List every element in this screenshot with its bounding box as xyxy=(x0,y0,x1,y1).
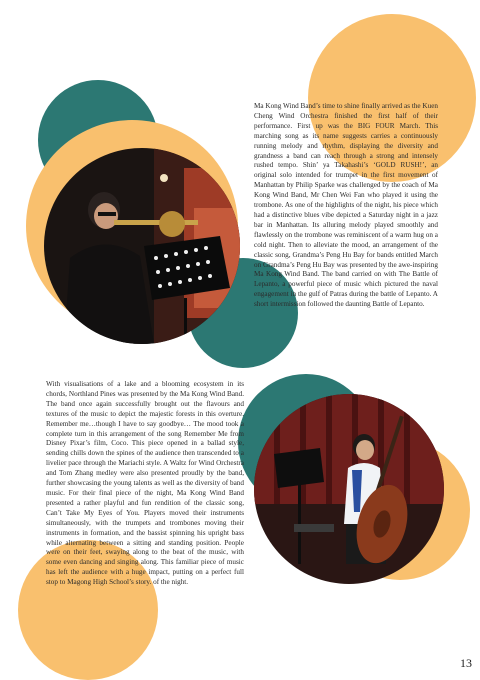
bassist-photo xyxy=(254,394,444,584)
article-paragraph: Ma Kong Wind Band’s time to shine finally arrived as the Kuen Cheng Wind Orchestra finished the first half of their performance. First up was the BIG FOUR March. This marching song as its name suggests carries a continuously running melody and rhythm, displaying the diversity and grandness a band can reach through a strong and intensely rushed tempo. Shin’ ya Takahashi’s ‘GOLD RUSH!’, an original solo intended for trumpet in the first movement of Manhattan by Philip Sparke was challenged by the coach of Ma Kong Wind Band, Mr Chen Wei Fan who played it using the trombone. As one of the highlights of the night, his piece which had a distinctive blues vibe depicted a Saturday night in a jazz bar in Manhattan. Its alluring melody played smoothly and flawlessly on the trombone was reminiscent of a warm hug on a cold night. Then to alleviate the mood, an arrangement of the classic song, Grandma’s Peng Hu Bay for bands entitled March on Grandma’s Peng Hu Bay was presented by the awe-inspiring Ma Kong Wind Band. The band carried on with The Battle of Lepanto, a powerful piece of music which pictured the naval engagement in the gulf of Patras during the battle of Lepanto. A short intermission followed the daunting Battle of Lepanto. xyxy=(254,102,438,309)
trombone-player-photo xyxy=(44,148,240,344)
article-paragraph: With visualisations of a lake and a blooming ecosystem in its chords, Northland Pines was presented by the Ma Kong Wind Band. The band once again successfully brought out the flavours and textures of the music to depict the majestic forests in this overture. Remember me…though I have to say goodbye… The mood took a complete turn in this arrangement of the song Remember Me from Disney Pixar’s film, Coco. This piece opened in a ballad style, sending chills down the spines of the audience then transcended to a livelier pace through the Mariachi style. A Waltz for Wind Orchestra and Tom Zhang medley were also presented proudly by the band, further showcasing the young talents as well as the diversity of band music. For their final piece of the night, Ma Kong Wind Band presented a rather playful and fun rendition of the classic song, Can’t Take My Eyes of You. Players moved their instruments simultaneously, with the trumpets and trombones moving their instruments in formation, and the bassist spinning his upright bass while alternating between a sitting and standing position. People were on their feet, swaying along to the beat of the music, with some even dancing and singing along. This familiar piece of music has left the audience with a huge impact, putting on a perfect full stop to Magong High School’s story. of the night. xyxy=(46,380,244,587)
page-number: 13 xyxy=(460,656,472,670)
